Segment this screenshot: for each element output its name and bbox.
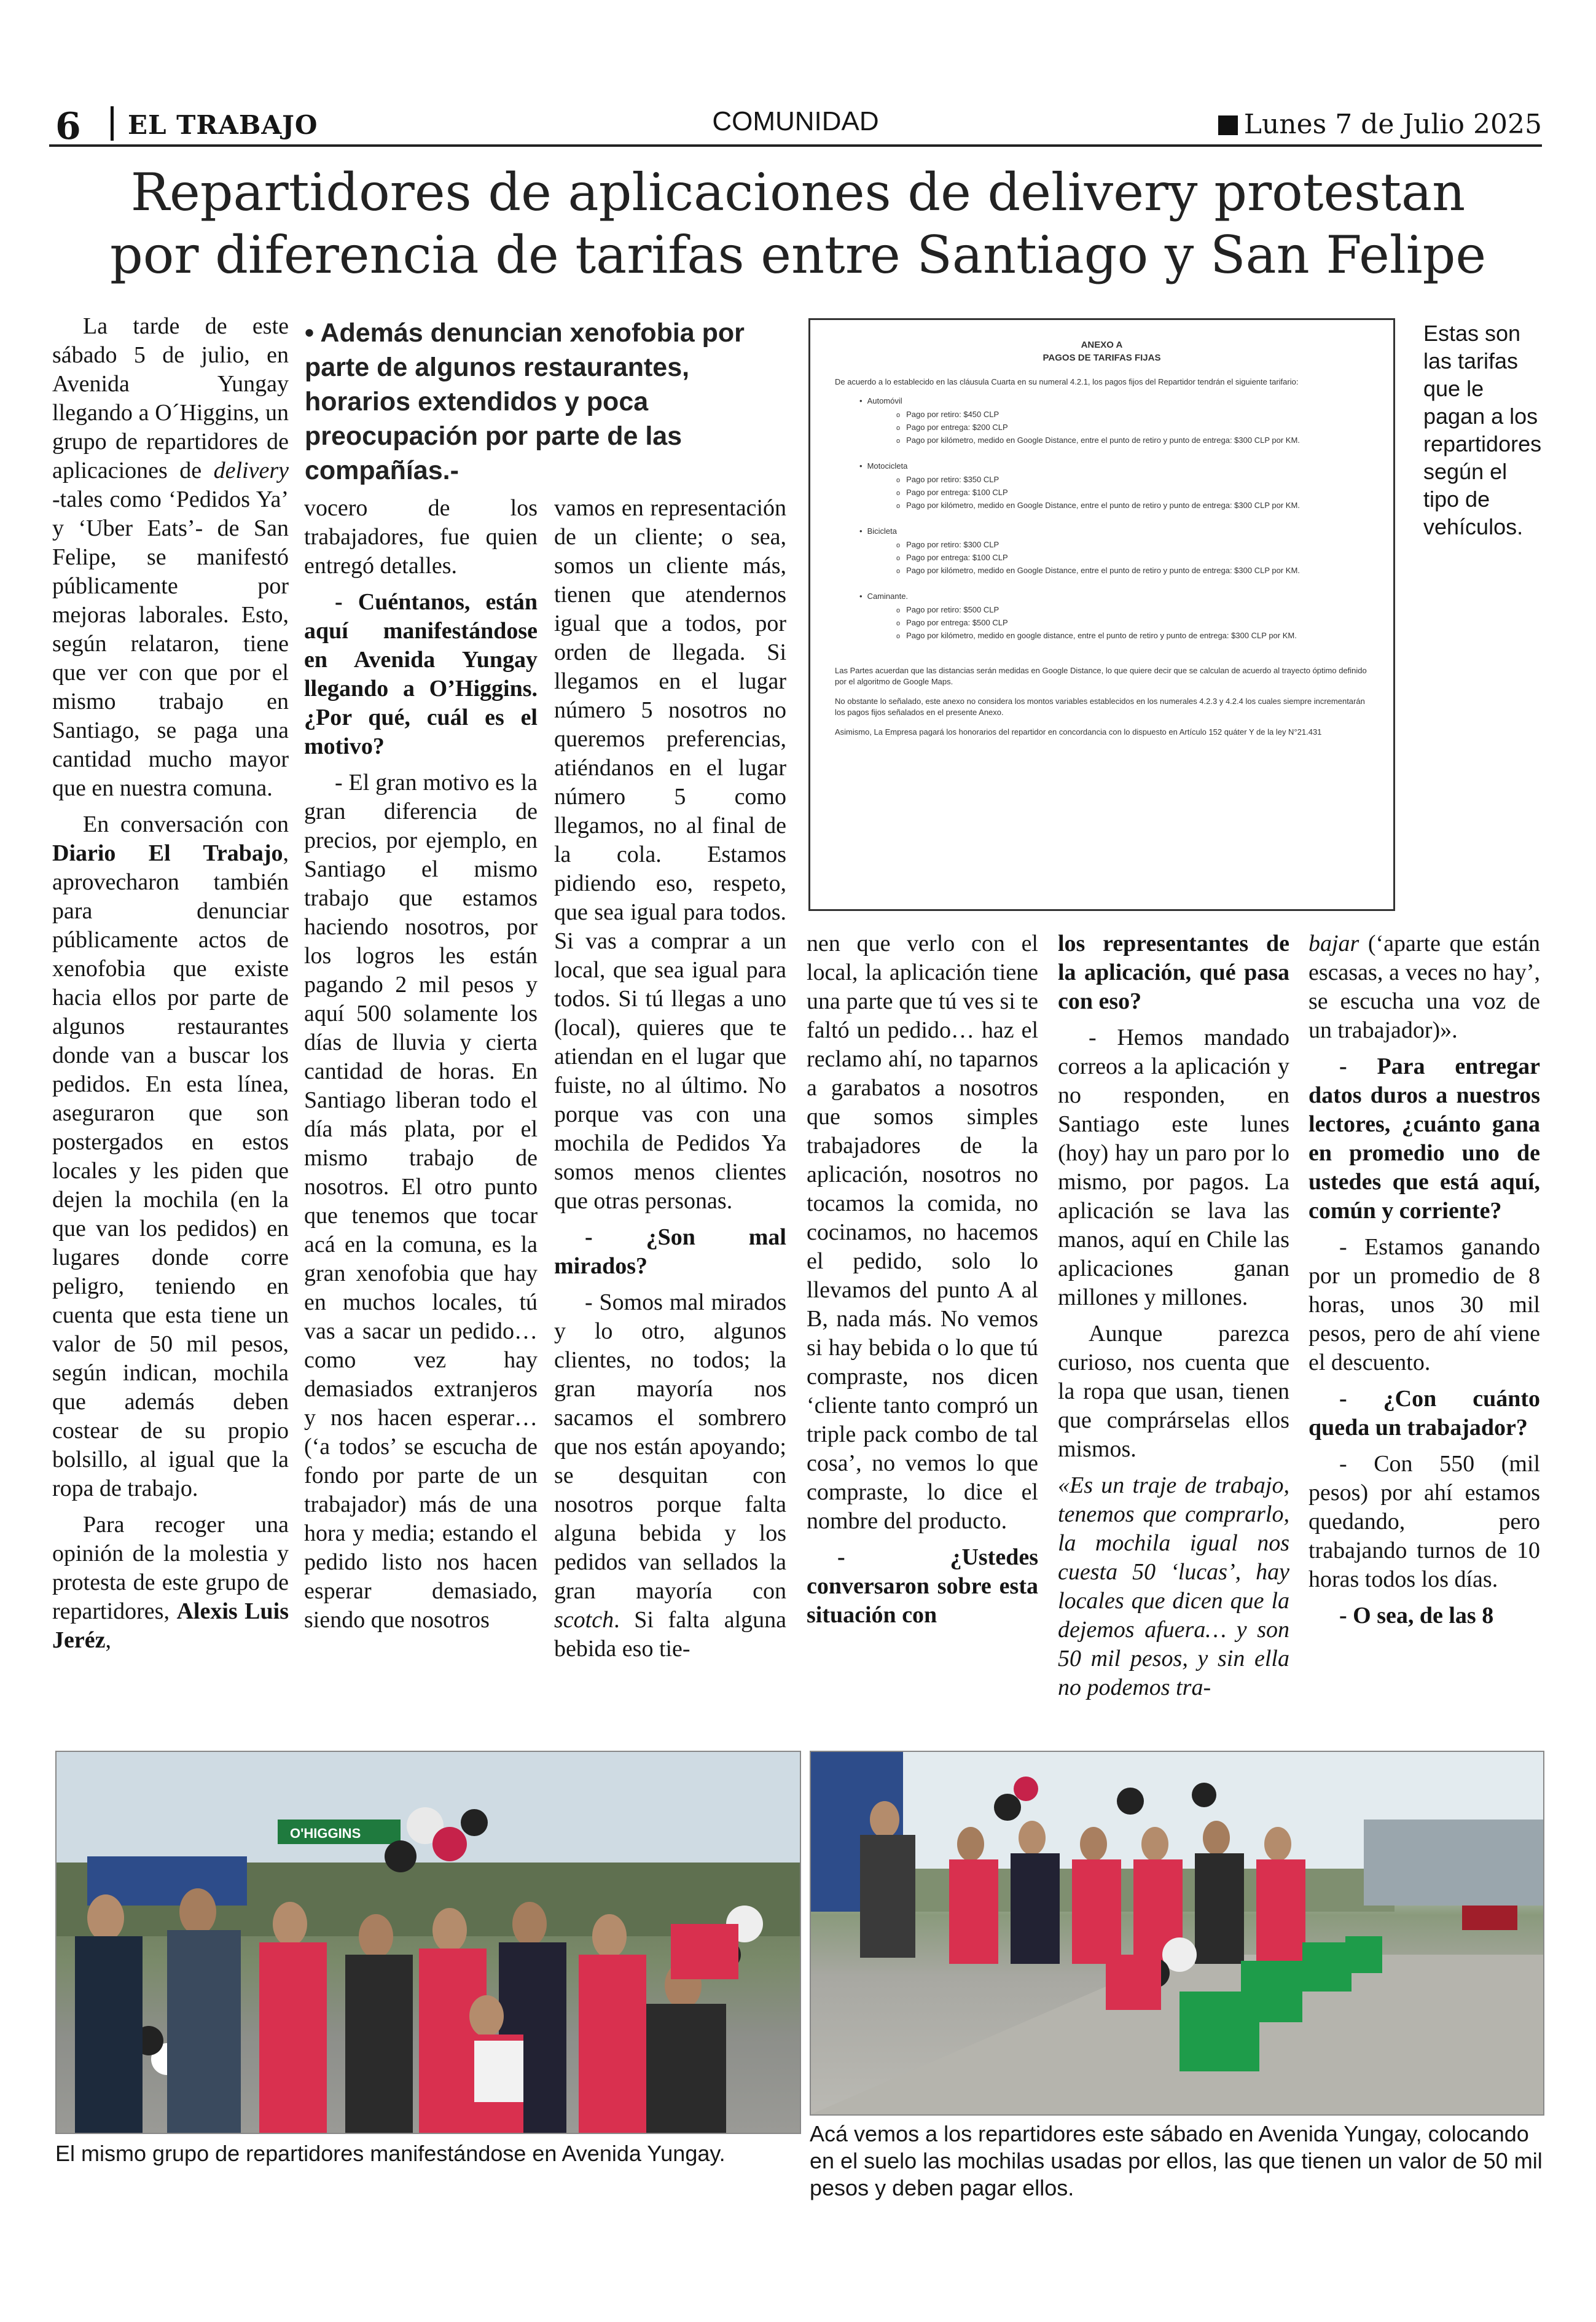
- interview-answer: - El gran motivo es la gran diferencia de precios, por ejemplo, en Santiago el mismo trabajo que estamos haciendo nosotros, por los logros les están pagando 2 mil pesos y aquí 500 solamente los días de lluvia y cierta cantidad de horas. En Santiago liberan todo el día más plata, por el mismo trabajo de nosotros. El otro punto que tenemos que tocar acá en la comuna, es la gran xenofobia que hay en muchos locales, tú vas a sacar un pedido… como vez hay demasiados extranjeros y nos hacen esperar… (‘a todos’ se escucha de fondo por parte de un trabajador) más de una hora y media; estando el pedido listo nos hacen esperar demasiado, siendo que nosotros: [304, 770, 538, 1633]
- headline-line-2: por diferencia de tarifas entre Santiago y San Felipe: [109, 225, 1487, 285]
- tariff-line: o Pago por retiro: $300 CLP: [909, 539, 1369, 551]
- text-column-5: [1058, 929, 1289, 1710]
- paragraph: nen que verlo con el local, la aplicación tiene una parte que tú ves si te faltó un pedido… haz el reclamo ahí, no taparnos a garabatos a nosotros que somos simples trabajadores de la aplicación, nosotros no tocamos la comida, no cocinamos, no hacemos el pedido, solo lo llevamos del punto A al B, nada más. No vemos si hay bebida o lo que tú compraste, nos dicen ‘cliente tanto compró un triple pack combo de tal cosa’, no vemos lo que compraste, lo dice el nombre del producto.: [807, 931, 1038, 1534]
- document-footnote: Las Partes acuerdan que las distancias serán medidas en Google Distance, lo que quiere decir que se calculan de acuerdo al trayecto óptimo definido por el algoritmo de Google Maps.: [835, 666, 1367, 686]
- text-column-6: [1308, 929, 1540, 1638]
- tariff-category: • Motocicleta: [869, 461, 1369, 471]
- text-column-2: [304, 494, 538, 1642]
- interview-question: los representantes de la aplicación, qué pasa con eso?: [1058, 931, 1289, 1014]
- tariff-line: o Pago por kilómetro, medido en Google Distance, entre el punto de retiro y punto de entrega: $300 CLP por KM.: [909, 435, 1369, 447]
- paragraph: Para recoger una opinión de la molestia y protesta de este grupo de repartidores, Alexis Luis Jeréz,: [52, 1512, 289, 1653]
- group-protest-photo: [55, 1751, 801, 2134]
- spokesperson-name: Alexis Luis Jeréz: [52, 1598, 289, 1653]
- text-column-4: [807, 929, 1038, 1637]
- interview-answer: - Hemos mandado correos a la aplicación y no responden, en Santiago este lunes (hoy) hay un paro por lo mismo, por pagos. La aplicación se lava las manos, aquí en Chile las aplicaciones ganan millones y millones.: [1058, 1025, 1289, 1310]
- page-number: 6: [55, 105, 81, 148]
- page-header: [49, 101, 1542, 147]
- tariff-category: • Caminante.: [869, 592, 1369, 601]
- square-bullet-icon: [1218, 115, 1238, 135]
- tariff-line: o Pago por entrega: $100 CLP: [909, 487, 1369, 499]
- issue-date-text: Lunes 7 de Julio 2025: [1243, 109, 1542, 140]
- svg-text:O'HIGGINS: O'HIGGINS: [290, 1826, 361, 1841]
- interview-answer: - Estamos ganando por un promedio de 8 horas, unos 30 mil pesos, pero de ahí viene el descuento.: [1308, 1234, 1540, 1375]
- document-caption: Estas son las tarifas que le pagan a los repartidores según el tipo de vehículos.: [1423, 321, 1542, 539]
- document-intro: De acuerdo a lo establecido en las cláusula Cuarta en su numeral 4.2.1, los pagos fijos del Repartidor tendrán el siguiente tarifario:: [835, 377, 1299, 386]
- tariff-line: o Pago por kilómetro, medido en Google Distance, entre el punto de retiro y punto de entrega: $300 CLP por KM.: [909, 565, 1369, 577]
- paragraph: La tarde de este sábado 5 de julio, en Avenida Yungay llegando a O´Higgins, un grupo de repartidores de aplicaciones de delivery -tales como ‘Pedidos Ya’ y ‘Uber Eats’- de San Felipe, se manifestó públicamente por mejoras laborales. Esto, según relataron, tiene que ver con que por el mismo trabajo en Santiago, se paga una cantidad mucho mayor que en nuestra comuna.: [52, 313, 289, 801]
- newspaper-mention: Diario El Trabajo: [52, 840, 283, 866]
- tariff-line: o Pago por kilómetro, medido en google distance, entre el punto de retiro y punto de entrega: $300 CLP por KM.: [909, 630, 1369, 642]
- section-name: COMUNIDAD: [712, 106, 879, 136]
- paragraph: vamos en representación de un cliente; o sea, somos un cliente más, tienen que atendernos igual que a todos, por orden de llegada. Si llegamos en el lugar número 5 nosotros no queremos preferencias, atiéndanos en el lugar número 5 como llegamos, no al final de la cola. Estamos pidiendo eso, respeto, que sea igual para todos. Si vas a comprar a un local, que sea igual para todos. Si tú llegas a uno (local), quieres que te atiendan en el lugar que fuiste, no al último. No porque vas con una mochila de Pedidos Ya somos menos clientes que otras personas.: [554, 495, 786, 1214]
- tariff-document-image: [808, 318, 1395, 911]
- document-title: ANEXO A PAGOS DE TARIFAS FIJAS: [1042, 340, 1161, 363]
- backpacks-photo: [810, 1751, 1544, 2116]
- article-lead: • Además denuncian xenofobia por parte de algunos restaurantes, horarios extendidos y poca preocupación por parte de las compañías.-: [305, 318, 745, 485]
- photo-illustration: [57, 1752, 800, 2133]
- tariff-line: o Pago por retiro: $500 CLP: [909, 604, 1369, 616]
- quote: «Es un traje de trabajo, tenemos que comprarlo, la mochila igual nos cuesta 50 ‘lucas’, hay locales que dicen que la dejemos afuera… y son 50 mil pesos, y sin ella no podemos tra-: [1058, 1472, 1289, 1700]
- photo-caption: Acá vemos a los repartidores este sábado en Avenida Yungay, colocando en el suelo las mochilas usadas por ellos, las que tienen un valor de 50 mil pesos y deben pagar ellos.: [810, 2121, 1543, 2200]
- tariff-line: o Pago por retiro: $450 CLP: [909, 409, 1369, 421]
- tariff-line: o Pago por entrega: $100 CLP: [909, 552, 1369, 564]
- interview-question: - Para entregar datos duros a nuestros lectores, ¿cuánto gana en promedio uno de ustedes que está aquí, común y corriente?: [1308, 1054, 1540, 1224]
- tariff-category: • Automóvil: [869, 396, 1369, 405]
- tariff-line: o Pago por kilómetro, medido en Google Distance, entre el punto de retiro y punto de entrega: $300 CLP por KM.: [909, 500, 1369, 512]
- headline-line-1: Repartidores de aplicaciones de delivery protestan: [130, 162, 1466, 222]
- interview-question: - ¿Son mal mirados?: [554, 1224, 786, 1279]
- issue-date: [1218, 109, 1542, 140]
- paragraph: vocero de los trabajadores, fue quien entregó detalles.: [304, 495, 538, 579]
- article-headline: [61, 161, 1535, 286]
- paragraph: Aunque parezca curioso, nos cuenta que la ropa que usan, tienen que comprárselas ellos mismos.: [1058, 1321, 1289, 1462]
- interview-question: - O sea, de las 8: [1339, 1603, 1494, 1628]
- document-footnote: No obstante lo señalado, este anexo no considera los montos variables establecidos en los numerales 4.2.3 y 4.2.4 los cuales siempre incrementarán los pagos fijos señalados en el presente Anexo.: [835, 697, 1365, 717]
- document-footnote: Asimismo, La Empresa pagará los honorarios del repartidor en concordancia con lo dispuesto en Artículo 152 quáter Y de la ley N°21.431: [835, 727, 1322, 737]
- photo-illustration: [811, 1752, 1543, 2114]
- paragraph: bajar (‘aparte que están escasas, a veces no hay’, se escucha una voz de un trabajador)».: [1308, 931, 1540, 1043]
- tariff-line: o Pago por entrega: $500 CLP: [909, 617, 1369, 629]
- interview-answer: - Somos mal mirados y lo otro, algunos clientes, no todos; la gran mayoría nos sacamos el sombrero que nos están apoyando; se desquitan con nosotros porque falta alguna bebida y los pedidos van sellados la gran mayoría con scotch. Si falta alguna bebida eso tie-: [554, 1289, 786, 1662]
- interview-question: - ¿Ustedes conversaron sobre esta situación con: [807, 1544, 1038, 1628]
- paragraph: En conversación con Diario El Trabajo, aprovecharon también para denunciar públicamente actos de xenofobia que existe hacia ellos por parte de algunos restaurantes donde van a buscar los pedidos. En esta línea, aseguraron que son postergados en estos locales y les piden que dejen la mochila (en la que van los pedidos) en lugares donde corre peligro, teniendo en cuenta que esta tiene un valor de 50 mil pesos, según indican, mochila que además deben costear de su propio bolsillo, al igual que la ropa de trabajo.: [52, 811, 289, 1501]
- interview-question: - ¿Con cuánto queda un trabajador?: [1308, 1386, 1540, 1440]
- newspaper-name: EL TRABAJO: [128, 110, 318, 140]
- text-column-1: [52, 312, 289, 1662]
- tariff-line: o Pago por entrega: $200 CLP: [909, 422, 1369, 434]
- interview-answer: - Con 550 (mil pesos) por ahí estamos quedando, pero trabajando turnos de 10 horas todos los días.: [1308, 1451, 1540, 1592]
- interview-question: - Cuéntanos, están aquí manifestándose en Avenida Yungay llegando a O’Higgins. ¿Por qué, cuál es el motivo?: [304, 589, 538, 759]
- tariff-line: o Pago por retiro: $350 CLP: [909, 474, 1369, 486]
- photo-caption: El mismo grupo de repartidores manifestándose en Avenida Yungay.: [55, 2141, 726, 2166]
- tariff-category: • Bicicleta: [869, 526, 1369, 536]
- text-column-3: [554, 494, 786, 1671]
